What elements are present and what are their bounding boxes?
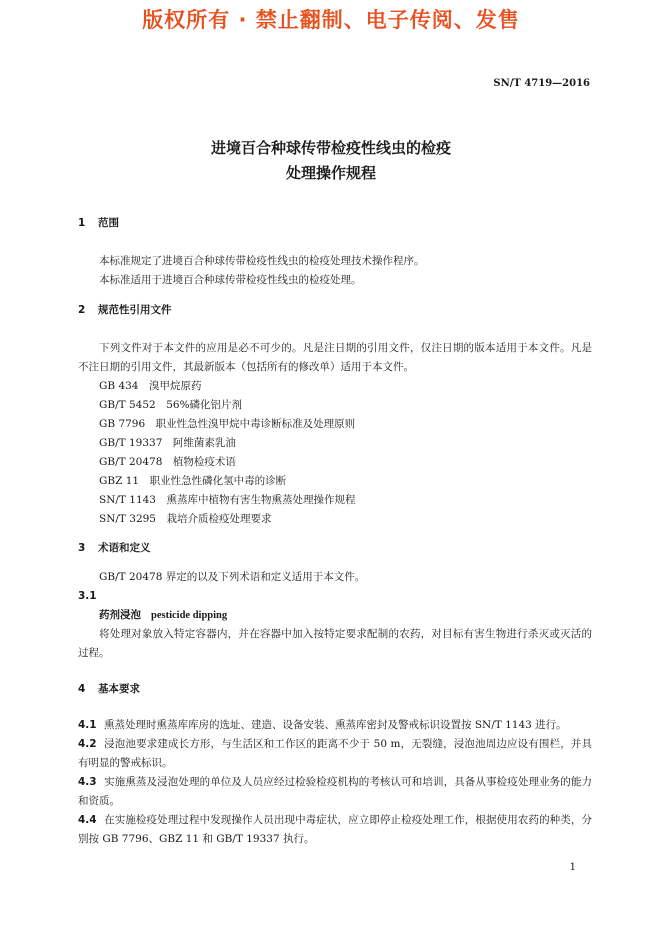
clause-item xyxy=(78,811,592,849)
section-4-heading xyxy=(78,680,592,699)
section-number: 3 xyxy=(78,542,86,554)
reference-title: 熏蒸库中植物有害生物熏蒸处理操作规程 xyxy=(166,494,356,506)
reference-code: GB 7796 xyxy=(99,418,146,430)
reference-code: GB 434 xyxy=(99,380,139,392)
section-title: 规范性引用文件 xyxy=(98,304,172,316)
clause-number: 4.2 xyxy=(78,738,97,750)
term-name-en: pesticide dipping xyxy=(151,610,228,621)
document-body xyxy=(78,214,592,849)
reference-title: 栽培介质检疫处理要求 xyxy=(166,513,272,525)
reference-item xyxy=(78,434,592,453)
reference-code: GBZ 11 xyxy=(99,475,140,487)
reference-list xyxy=(78,377,592,529)
page-number: 1 xyxy=(569,862,576,873)
reference-title: 职业性急性溴甲烷中毒诊断标准及处理原则 xyxy=(155,418,356,430)
reference-title: 植物检疫术语 xyxy=(172,456,236,468)
document-title xyxy=(0,136,662,186)
term-number: 3.1 xyxy=(78,590,97,602)
term-name xyxy=(78,606,592,625)
reference-title: 56%磷化铝片剂 xyxy=(166,399,243,411)
scope-paragraph-1: 本标准规定了进境百合种球传带检疫性线虫的检疫处理技术操作程序。 xyxy=(99,255,425,267)
clause-list xyxy=(78,716,592,849)
clause-item xyxy=(78,773,592,811)
terms-intro: GB/T 20478 界定的以及下列术语和定义适用于本文件。 xyxy=(99,571,366,583)
clause-item xyxy=(78,735,592,773)
reference-item xyxy=(78,396,592,415)
title-line-2: 处理操作规程 xyxy=(285,164,376,182)
section-number: 1 xyxy=(78,217,86,229)
reference-code: GB/T 5452 xyxy=(99,399,156,411)
section-number: 2 xyxy=(78,304,86,316)
reference-code: GB/T 19337 xyxy=(99,437,163,449)
section-3-heading xyxy=(78,539,592,558)
reference-item xyxy=(78,510,592,529)
section-1-heading xyxy=(78,214,592,233)
scope-paragraph-2: 本标准适用于进境百合种球传带检疫性线虫的检疫处理。 xyxy=(99,274,362,286)
clause-text: 熏蒸处理时熏蒸库库房的选址、建造、设备安装、熏蒸库密封及警戒标识设置按 SN/T 1143 进行。 xyxy=(104,719,567,731)
reference-item xyxy=(78,377,592,396)
reference-code: SN/T 1143 xyxy=(99,494,156,506)
watermark-banner: 版权所有 · 禁止翻制、电子传阅、发售 xyxy=(142,8,520,32)
clause-item xyxy=(78,716,592,735)
clause-text: 在实施检疫处理过程中发现操作人员出现中毒症状，应立即停止检疫处理工作，根据使用农药的种类，分别按 GB 7796、GBZ 11 和 GB/T 19337 执行。 xyxy=(78,814,592,845)
reference-code: SN/T 3295 xyxy=(99,513,156,525)
section-title: 范围 xyxy=(98,217,119,229)
reference-item xyxy=(78,415,592,434)
reference-title: 阿维菌素乳油 xyxy=(172,437,236,449)
section-2-heading xyxy=(78,301,592,320)
references-intro: 下列文件对于本文件的应用是必不可少的。凡是注日期的引用文件，仅注日期的版本适用于本文件。凡是不注日期的引用文件，其最新版本（包括所有的修改单）适用于本文件。 xyxy=(78,342,592,373)
clause-text: 实施熏蒸及浸泡处理的单位及人员应经过检验检疫机构的考核认可和培训，具备从事检疫处理业务的能力和资质。 xyxy=(78,776,592,807)
term-definition: 将处理对象放入特定容器内，并在容器中加入按特定要求配制的农药，对目标有害生物进行杀灭或灭活的过程。 xyxy=(78,628,592,659)
section-number: 4 xyxy=(78,683,86,695)
standard-number: SN/T 4719—2016 xyxy=(493,78,590,89)
section-title: 术语和定义 xyxy=(98,542,151,554)
reference-item xyxy=(78,453,592,472)
reference-item xyxy=(78,491,592,510)
reference-title: 溴甲烷原药 xyxy=(148,380,202,392)
reference-item xyxy=(78,472,592,491)
reference-code: GB/T 20478 xyxy=(99,456,163,468)
clause-number: 4.1 xyxy=(78,719,97,731)
title-line-1: 进境百合种球传带检疫性线虫的检疫 xyxy=(210,139,451,157)
clause-text: 浸泡池要求建成长方形，与生活区和工作区的距离不少于 50 m，无裂缝，浸泡池周边应设有围栏，并具有明显的警戒标识。 xyxy=(78,738,592,769)
reference-title: 职业性急性磷化氢中毒的诊断 xyxy=(149,475,287,487)
section-title: 基本要求 xyxy=(98,683,140,695)
term-name-cn: 药剂浸泡 xyxy=(99,609,141,621)
clause-number: 4.4 xyxy=(78,814,97,826)
clause-number: 4.3 xyxy=(78,776,97,788)
